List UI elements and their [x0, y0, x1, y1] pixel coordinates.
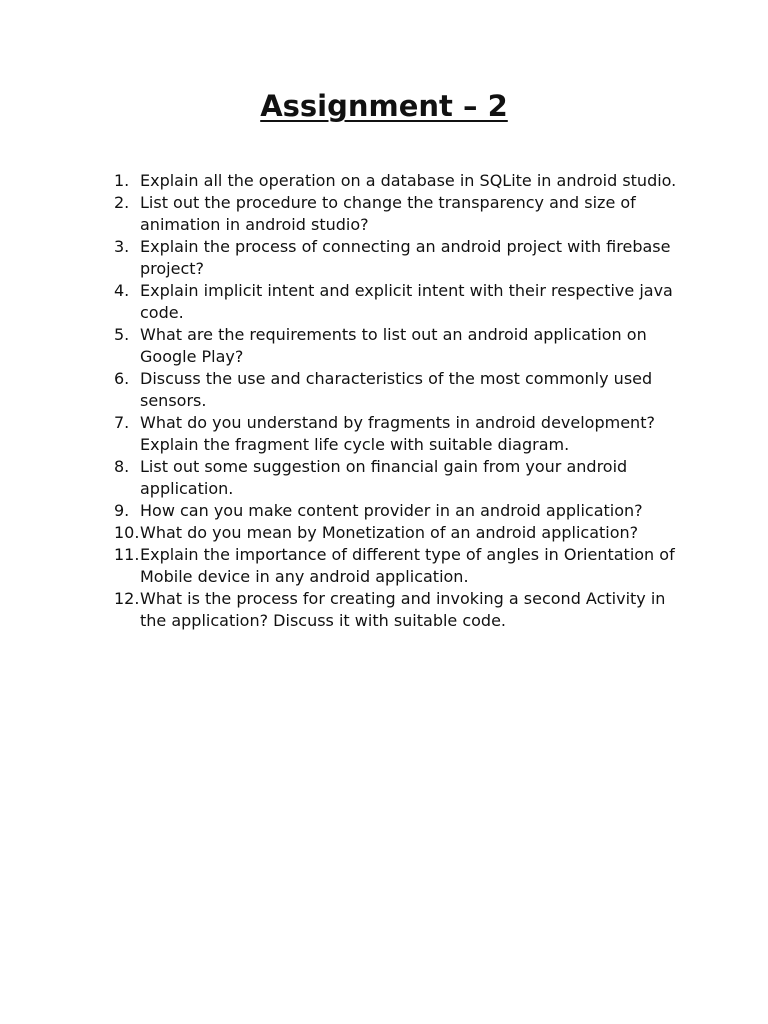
question-number: 12. [114, 589, 140, 608]
list-item [114, 456, 684, 500]
question-text: How can you make content provider in an android application? [140, 501, 643, 520]
question-number: 8. [114, 457, 130, 476]
question-number: 10. [114, 523, 140, 542]
page-title: Assignment – 2 [260, 89, 508, 123]
question-text: Discuss the use and characteristics of the most commonly used sensors. [140, 369, 653, 410]
list-item [114, 192, 684, 236]
question-number: 4. [114, 281, 130, 300]
question-text: What are the requirements to list out an android application on Google Play? [140, 325, 647, 366]
question-number: 3. [114, 237, 130, 256]
question-number: 5. [114, 325, 130, 344]
question-text: What do you understand by fragments in android development? Explain the fragment life cycle with suitable diagram. [140, 413, 655, 454]
question-text: List out the procedure to change the transparency and size of animation in android studio? [140, 193, 636, 234]
list-item [114, 324, 684, 368]
list-item [114, 412, 684, 456]
list-item [114, 544, 684, 588]
list-item [114, 280, 684, 324]
question-text: Explain the process of connecting an android project with firebase project? [140, 237, 671, 278]
question-number: 1. [114, 171, 130, 190]
question-text: Explain the importance of different type of angles in Orientation of Mobile device in any android application. [140, 545, 675, 586]
question-number: 6. [114, 369, 130, 388]
question-text: What do you mean by Monetization of an android application? [140, 523, 639, 542]
question-list [114, 170, 684, 632]
list-item [114, 368, 684, 412]
question-text: Explain all the operation on a database in SQLite in android studio. [140, 171, 677, 190]
list-item [114, 500, 684, 522]
question-number: 9. [114, 501, 130, 520]
question-text: What is the process for creating and invoking a second Activity in the application? Discuss it with suitable code. [140, 589, 666, 630]
question-number: 11. [114, 545, 140, 564]
list-item [114, 588, 684, 632]
question-text: Explain implicit intent and explicit intent with their respective java code. [140, 281, 673, 322]
list-item [114, 522, 684, 544]
question-number: 7. [114, 413, 130, 432]
question-number: 2. [114, 193, 130, 212]
list-item [114, 236, 684, 280]
question-text: List out some suggestion on financial gain from your android application. [140, 457, 628, 498]
list-item [114, 170, 684, 192]
